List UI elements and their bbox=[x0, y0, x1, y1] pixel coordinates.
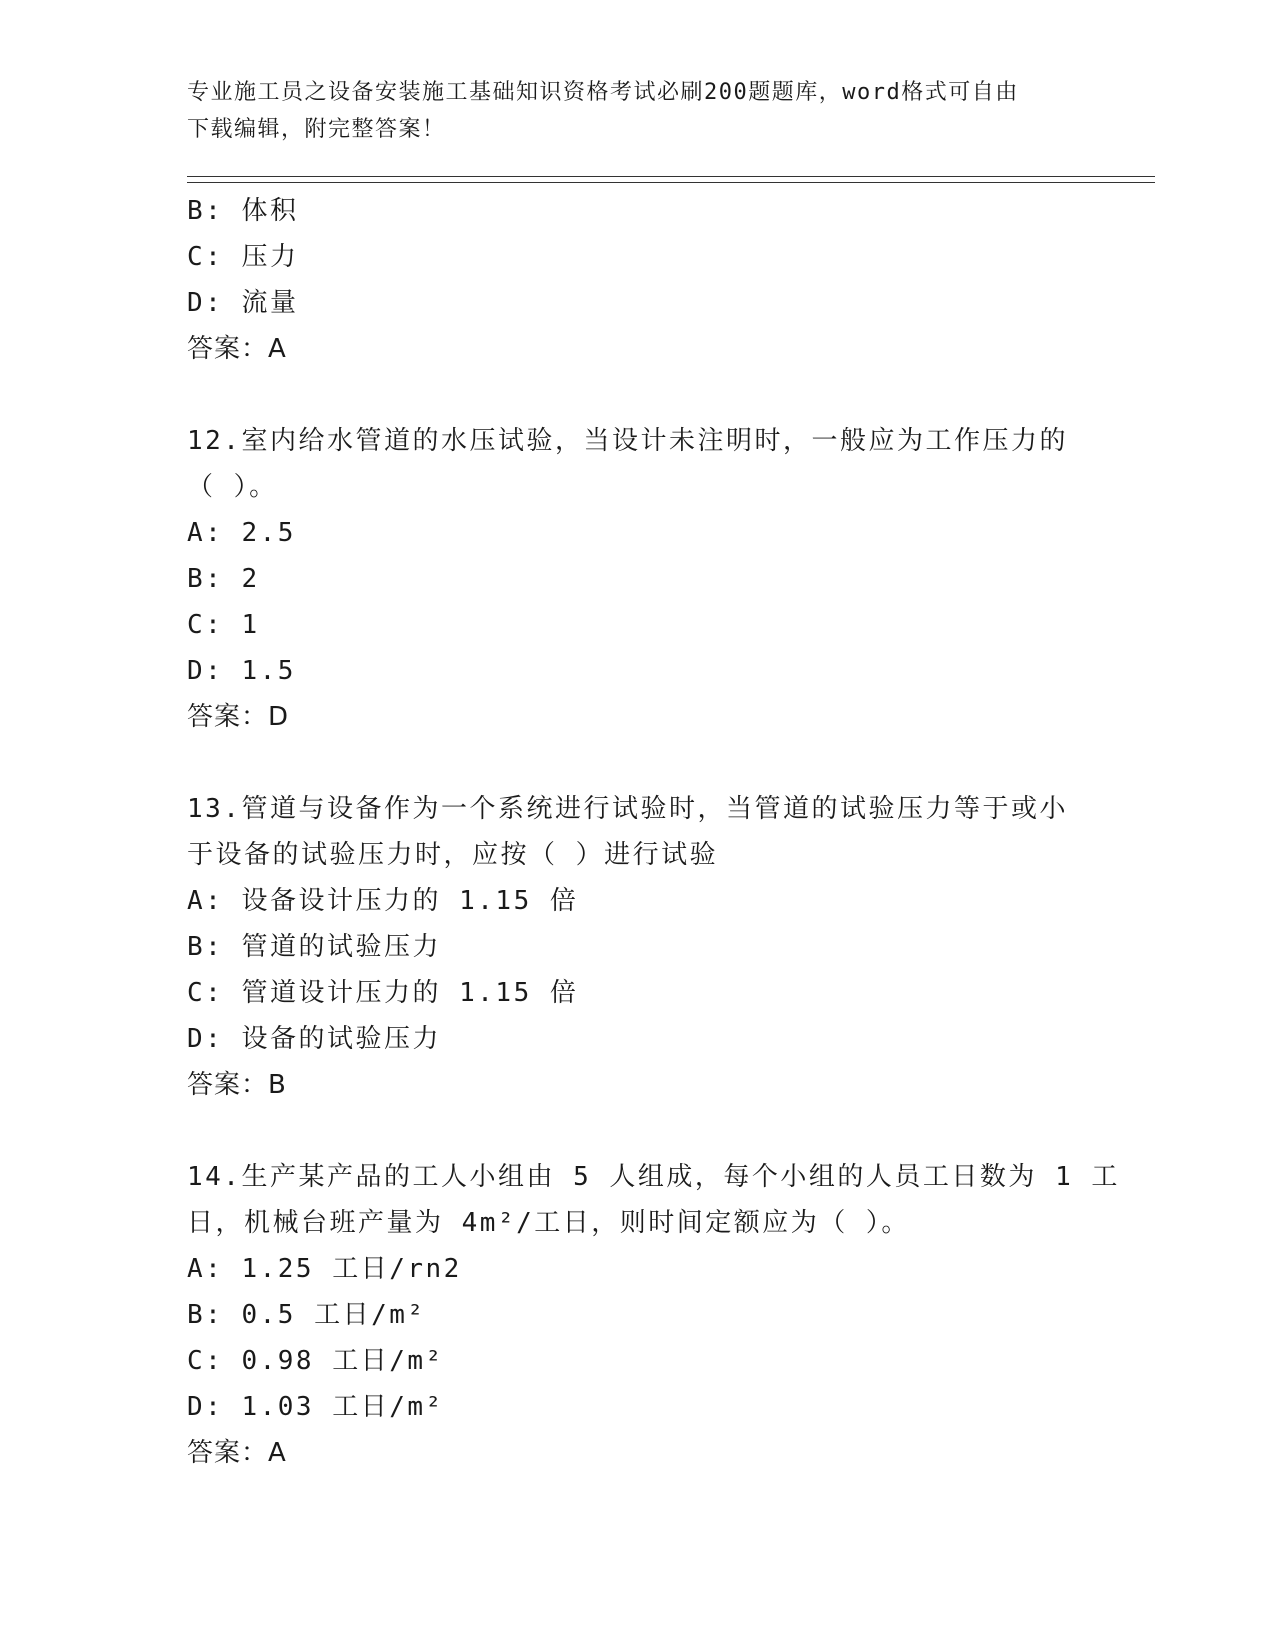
option-a: A: 1.25 工日/rn2 bbox=[187, 1254, 462, 1284]
answer-line: 答案：A bbox=[187, 1438, 287, 1468]
spacer bbox=[187, 740, 1077, 786]
option-d: D: 设备的试验压力 bbox=[187, 1024, 441, 1054]
option-c: C: 管道设计压力的 1.15 倍 bbox=[187, 978, 579, 1008]
spacer bbox=[187, 1108, 1077, 1154]
answer-line: 答案：A bbox=[187, 334, 287, 364]
question-stem-line: 14.生产某产品的工人小组由 5 人组成，每个小组的人员工日数为 1 工 bbox=[187, 1162, 1120, 1192]
option-b: B: 2 bbox=[187, 564, 260, 594]
question-12 bbox=[187, 418, 1077, 740]
question-14 bbox=[187, 1154, 1120, 1476]
option-c: C: 1 bbox=[187, 610, 260, 640]
option-a: A: 2.5 bbox=[187, 518, 296, 548]
answer-line: 答案：D bbox=[187, 702, 290, 732]
option-b: B: 体积 bbox=[187, 196, 299, 226]
option-b: B: 管道的试验压力 bbox=[187, 932, 441, 962]
question-13 bbox=[187, 786, 1077, 1108]
header-title-line-2: 下载编辑，附完整答案！ bbox=[187, 117, 446, 142]
option-d: D: 1.03 工日/m² bbox=[187, 1392, 444, 1422]
option-a: A: 设备设计压力的 1.15 倍 bbox=[187, 886, 579, 916]
option-d: D: 流量 bbox=[187, 288, 299, 318]
question-stem-line: 日，机械台班产量为 4m²/工日，则时间定额应为（ ）。 bbox=[187, 1208, 910, 1238]
question-11-continued bbox=[187, 188, 1077, 372]
option-c: C: 压力 bbox=[187, 242, 299, 272]
question-stem-line: （ ）。 bbox=[187, 472, 278, 502]
question-stem-line: 13.管道与设备作为一个系统进行试验时，当管道的试验压力等于或小 bbox=[187, 794, 1068, 824]
header-divider bbox=[187, 176, 1155, 183]
question-stem-line: 12.室内给水管道的水压试验，当设计未注明时，一般应为工作压力的 bbox=[187, 426, 1068, 456]
question-list bbox=[187, 188, 1120, 1476]
option-d: D: 1.5 bbox=[187, 656, 296, 686]
question-stem-line: 于设备的试验压力时，应按（ ）进行试验 bbox=[187, 840, 719, 870]
document-header bbox=[187, 74, 1067, 148]
option-c: C: 0.98 工日/m² bbox=[187, 1346, 444, 1376]
option-b: B: 0.5 工日/m² bbox=[187, 1300, 426, 1330]
answer-line: 答案：B bbox=[187, 1070, 287, 1100]
header-title-line-1: 专业施工员之设备安装施工基础知识资格考试必刷200题题库，word格式可自由 bbox=[187, 80, 1019, 105]
spacer bbox=[187, 372, 1077, 418]
